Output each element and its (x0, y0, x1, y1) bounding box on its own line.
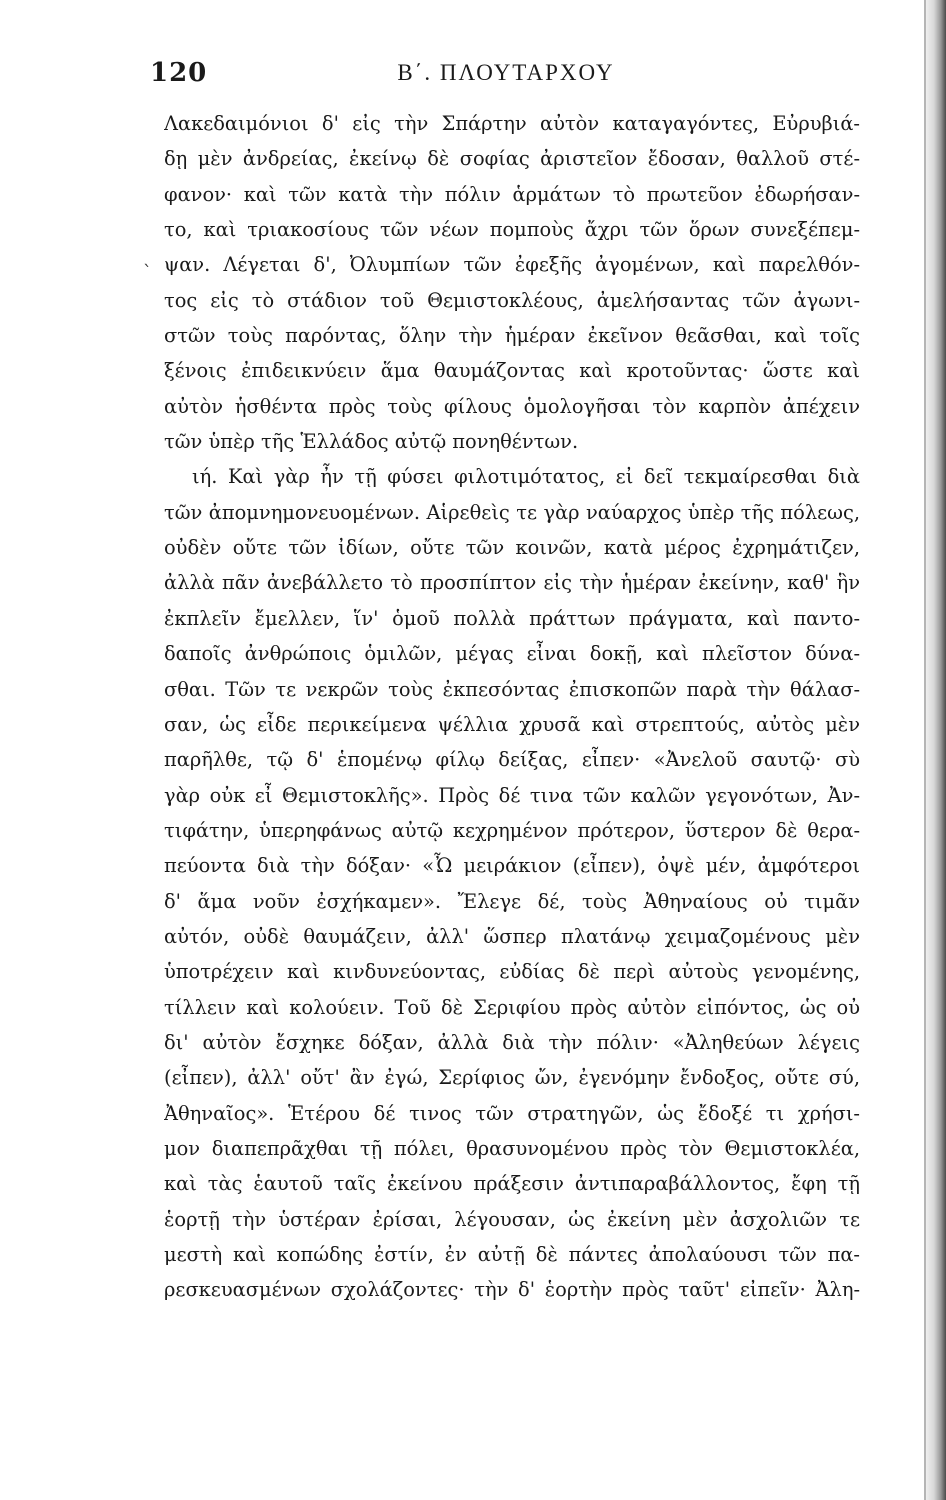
text-line: τιφάτην, ὑπερηφάνως αὐτῷ κεχρημένον πρότερον, ὕστερον δὲ θερα- (164, 818, 860, 842)
text-line: δι' αὐτὸν ἔσχηκε δόξαν, ἀλλὰ διὰ τὴν πόλιν· «Ἀληθεύων λέγεις (164, 1030, 860, 1054)
text-line: ἑορτῇ τὴν ὑστέραν ἐρίσαι, λέγουσαν, ὡς ἐκείνη μὲν ἀσχολιῶν τε (164, 1207, 860, 1231)
text-line: σθαι. Τῶν τε νεκρῶν τοὺς ἐκπεσόντας ἐπισκοπῶν παρὰ τὴν θάλασ- (164, 677, 860, 701)
text-line: ἀλλὰ πᾶν ἀνεβάλλετο τὸ προσπίπτον εἰς τὴν ἡμέραν ἐκείνην, καθ' ἣν (164, 571, 860, 595)
margin-mark: ˋ (143, 262, 152, 283)
text-line: δῃ μὲν ἀνδρείας, ἐκείνῳ δὲ σοφίας ἀριστεῖον ἔδοσαν, θαλλοῦ στέ- (164, 147, 860, 171)
text-line: το, καὶ τριακοσίους τῶν νέων πομποὺς ἄχρι τῶν ὅρων συνεξέπεμ- (164, 218, 860, 242)
text-line: τίλλειν καὶ κολούειν. Τοῦ δὲ Σεριφίου πρὸς αὐτὸν εἰπόντος, ὡς οὐ (164, 995, 860, 1019)
text-line: μεστὴ καὶ κοπώδης ἐστίν, ἐν αὐτῇ δὲ πάντες ἀπολαύουσι τῶν πα- (164, 1243, 860, 1266)
text-line: καὶ τὰς ἑαυτοῦ ταῖς ἐκείνου πράξεσιν ἀντιπαραβάλλοντος, ἔφη τῇ (164, 1172, 860, 1196)
section-start-line: ιή. Καὶ γὰρ ἦν τῇ φύσει φιλοτιμότατος, εἰ δεῖ τεκμαίρεσθαι διὰ (192, 465, 860, 489)
text-line: ρεσκευασμένων σχολάζοντες· τὴν δ' ἑορτὴν πρὸς ταῦτ' εἰπεῖν· Ἀλη- (164, 1278, 860, 1302)
text-line: δ' ἅμα νοῦν ἐσχήκαμεν». Ἔλεγε δέ, τοὺς Ἀθηναίους οὐ τιμᾶν (164, 889, 860, 913)
text-line: σαν, ὡς εἶδε περικείμενα ψέλλια χρυσᾶ καὶ στρεπτούς, αὐτὸς μὲν (164, 712, 860, 736)
text-line: τος εἰς τὸ στάδιον τοῦ Θεμιστοκλέους, ἀμελήσαντας τῶν ἀγωνι- (164, 288, 860, 312)
text-line: (εἶπεν), ἀλλ' οὔτ' ἂν ἐγώ, Σερίφιος ὤν, ἐγενόμην ἔνδοξος, οὔτε σύ, (164, 1066, 860, 1090)
text-line: παρῆλθε, τῷ δ' ἑπομένῳ φίλῳ δείξας, εἶπεν· «Ἀνελοῦ σαυτῷ· σὺ (164, 748, 860, 772)
text-line: ὑποτρέχειν καὶ κινδυνεύοντας, εὐδίας δὲ περὶ αὐτοὺς γενομένης, (164, 960, 860, 984)
text-line: τῶν ἀπομνημονευομένων. Αἱρεθεὶς τε γὰρ ναύαρχος ὑπὲρ τῆς πόλεως, (164, 500, 860, 524)
page-number: 120 (150, 58, 208, 88)
scan-edge-line (924, 0, 926, 1500)
text-line: ἐκπλεῖν ἔμελλεν, ἵν' ὁμοῦ πολλὰ πράττων πράγματα, καὶ παντο- (164, 606, 860, 630)
text-line: ψαν. Λέγεται δ', Ὀλυμπίων τῶν ἐφεξῆς ἀγομένων, καὶ παρελθόν- (164, 253, 860, 277)
text-line: γὰρ οὐκ εἶ Θεμιστοκλῆς». Πρὸς δέ τινα τῶν καλῶν γεγονότων, Ἀν- (164, 783, 860, 807)
text-line: μον διαπεπρᾶχθαι τῇ πόλει, θρασυνομένου πρὸς τὸν Θεμιστοκλέα, (164, 1136, 860, 1160)
page-header (150, 52, 862, 96)
text-line: οὐδὲν οὔτε τῶν ἰδίων, οὔτε τῶν κοινῶν, κατὰ μέρος ἐχρημάτιζεν, (164, 536, 860, 560)
text-line: ξένοις ἐπιδεικνύειν ἅμα θαυμάζοντας καὶ κροτοῦντας· ὥστε καὶ (164, 359, 860, 383)
body-text (164, 106, 860, 1343)
text-line: αὐτὸν ἡσθέντα πρὸς τοὺς φίλους ὁμολογῆσαι τὸν καρπὸν ἀπέχειν (164, 394, 860, 418)
text-line: αὐτόν, οὐδὲ θαυμάζειν, ἀλλ' ὥσπερ πλατάνῳ χειμαζομένους μὲν (164, 924, 860, 948)
text-line: Λακεδαιμόνιοι δ' εἰς τὴν Σπάρτην αὐτὸν καταγαγόντες, Εὐρυβιά- (164, 112, 860, 135)
text-line: φανον· καὶ τῶν κατὰ τὴν πόλιν ἁρμάτων τὸ πρωτεῦον ἐδωρήσαν- (164, 182, 860, 206)
running-head: Β΄. ΠΛΟΥΤΑΡΧΟΥ (397, 60, 615, 85)
text-line: τῶν ὑπὲρ τῆς Ἑλλάδος αὐτῷ πονηθέντων. (164, 430, 579, 454)
text-line: Ἀθηναῖος». Ἑτέρου δέ τινος τῶν στρατηγῶν, ὡς ἔδοξέ τι χρήσι- (164, 1101, 860, 1125)
text-line: δαποῖς ἀνθρώποις ὁμιλῶν, μέγας εἶναι δοκῇ, καὶ πλεῖστον δύνα- (164, 642, 860, 666)
text-line: στῶν τοὺς παρόντας, ὅλην τὴν ἡμέραν ἐκεῖνον θεᾶσθαι, καὶ τοῖς (164, 324, 860, 348)
text-line: πεύοντα διὰ τὴν δόξαν· «Ὦ μειράκιον (εἶπεν), ὀψὲ μέν, ἀμφότεροι (164, 854, 860, 878)
scan-shadow-edge (924, 0, 946, 1500)
text-line (164, 1308, 860, 1343)
